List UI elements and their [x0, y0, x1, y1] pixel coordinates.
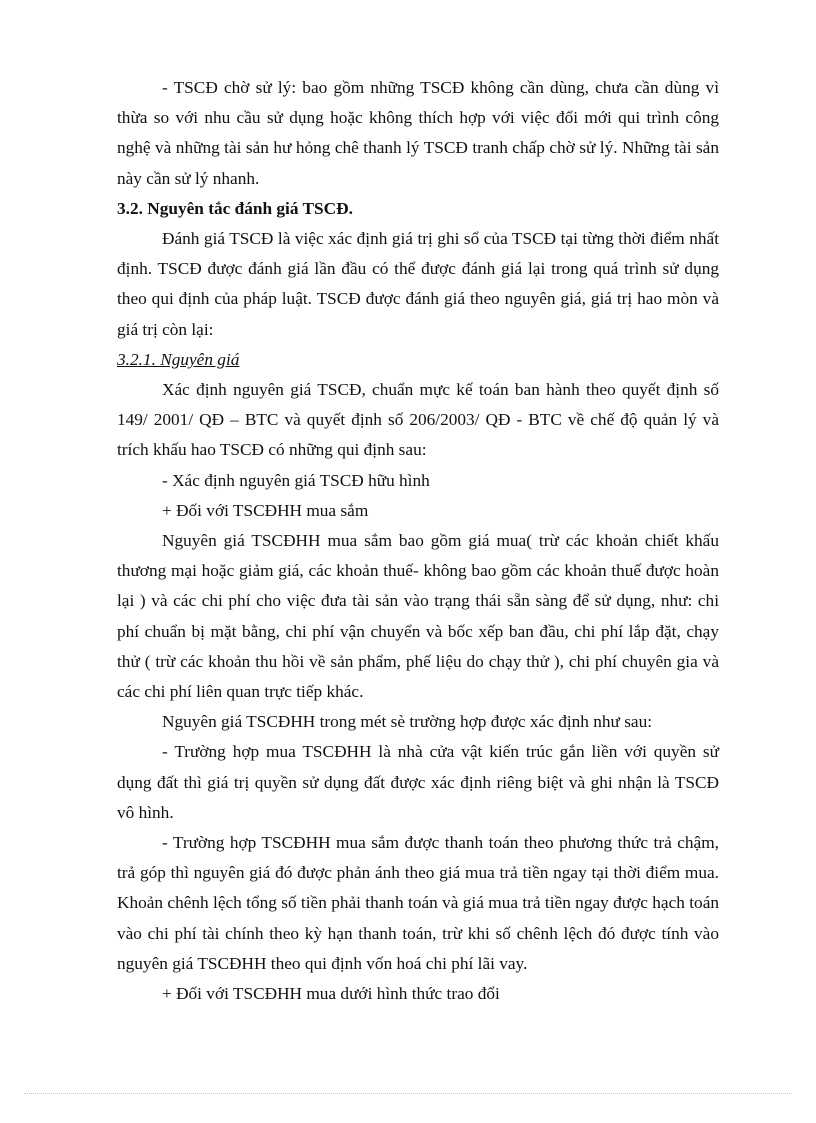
- section-heading-valuation-principles: 3.2. Nguyên tắc đánh giá TSCĐ.: [117, 198, 353, 218]
- paragraph-assets-awaiting-disposal: - TSCĐ chờ sử lý: bao gồm những TSCĐ không cần dùng, chưa cần dùng vì thừa so với nhu cầu sử dụng hoặc không thích hợp với việc đổi mới qui trình công nghệ và những tài sản hư hỏng chê thanh lý TSCĐ tranh chấp chờ sử lý. Những tài sản này cần sử lý nhanh.: [117, 78, 719, 188]
- paragraph-regulations: Xác định nguyên giá TSCĐ, chuẩn mực kế toán ban hành theo quyết định số 149/ 2001/ QĐ – BTC và quyết định số 206/2003/ QĐ - BTC về chế độ quản lý và trích khấu hao TSCĐ có những qui định sau:: [117, 380, 719, 460]
- subsection-heading-original-cost: 3.2.1. Nguyên giá: [117, 349, 240, 369]
- paragraph-exchange-assets: + Đối với TSCĐHH mua dưới hình thức trao đổi: [162, 984, 500, 1004]
- page-bottom-border: [24, 1093, 792, 1094]
- paragraph-special-cases: Nguyên giá TSCĐHH trong mét sè trường hợp được xác định như sau:: [162, 712, 653, 732]
- paragraph-deferred-payment: - Trường hợp TSCĐHH mua sắm được thanh toán theo phương thức trả chậm, trả góp thì nguyên giá đó được phản ánh theo giá mua trả tiền ngay tại thời điểm mua. Khoản chênh lệch tổng số tiền phải thanh toán và giá mua trả tiền ngay được hạch toán vào chi phí tài chính theo kỳ hạn thanh toán, trừ khi số chênh lệch đó được tính vào nguyên giá TSCĐHH theo qui định vốn hoá chi phí lãi vay.: [117, 833, 719, 973]
- paragraph-tangible-cost: - Xác định nguyên giá TSCĐ hữu hình: [162, 470, 430, 490]
- paragraph-land-use-rights: - Trường hợp mua TSCĐHH là nhà cửa vật kiến trúc gắn liền với quyền sử dụng đất thì giá trị quyền sử dụng đất được xác định riêng biệt và ghi nhận là TSCĐ vô hình.: [117, 742, 719, 822]
- document-page: [117, 73, 719, 1009]
- paragraph-purchase-cost-details: Nguyên giá TSCĐHH mua sắm bao gồm giá mua( trừ các khoản chiết khấu thương mại hoặc giảm giá, các khoản thuế- không bao gồm các khoản thuế được hoàn lại ) và các chi phí cho việc đưa tài sản vào trạng thái sẵn sàng để sử dụng, như: chi phí chuẩn bị mặt bằng, chi phí vận chuyển và bốc xếp ban đầu, chi phí lắp đặt, chạy thử ( trừ các khoản thu hồi về sản phẩm, phế liệu do chạy thử ), chi phí chuyên gia và các chi phí liên quan trực tiếp khác.: [117, 531, 719, 702]
- paragraph-purchased-assets: + Đối với TSCĐHH mua sắm: [162, 500, 369, 520]
- paragraph-valuation-intro: Đánh giá TSCĐ là việc xác định giá trị ghi sổ của TSCĐ tại từng thời điểm nhất định. TSCĐ được đánh giá lần đầu có thể được đánh giá lại trong quá trình sử dụng theo qui định của pháp luật. TSCĐ được đánh giá theo nguyên giá, giá trị hao mòn và giá trị còn lại:: [117, 229, 719, 339]
